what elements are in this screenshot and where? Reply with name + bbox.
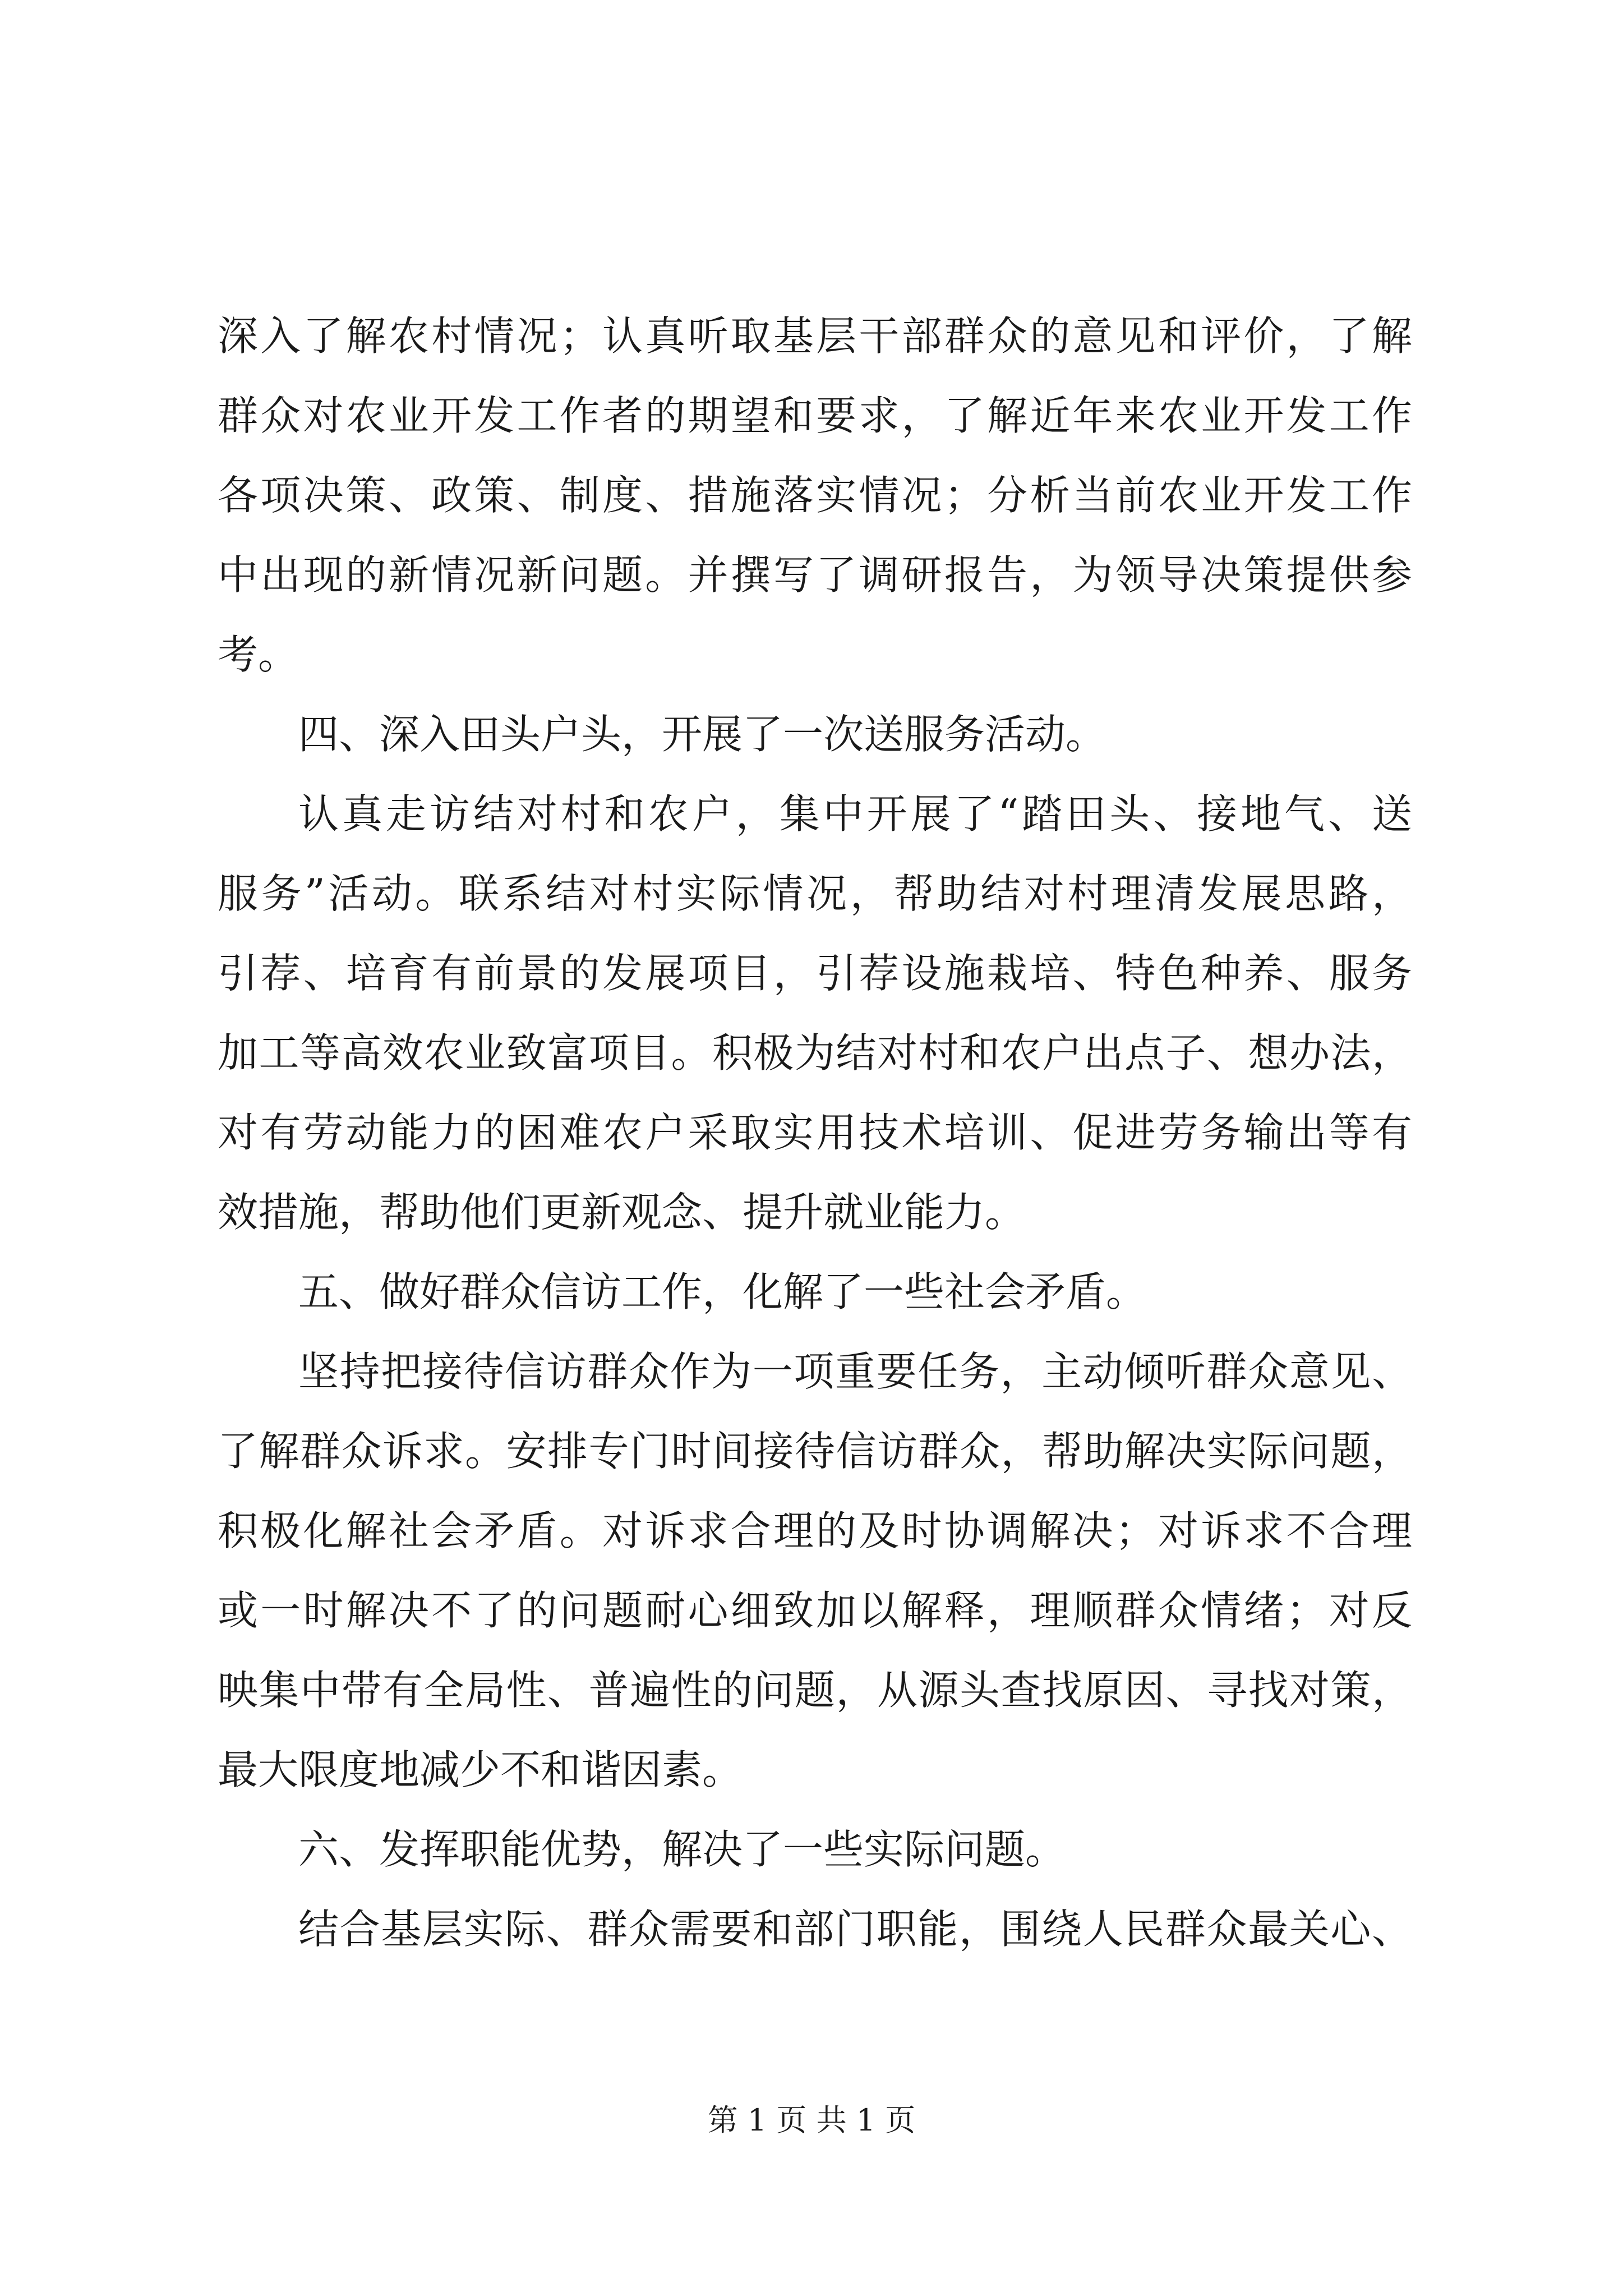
text-line: 最大限度地减少不和谐因素。 <box>218 1746 743 1793</box>
text-line: 服务”活动。联系结对村实际情况，帮助结对村理清发展思路， <box>218 870 1412 917</box>
text-line: 认真走访结对村和农户，集中开展了“踏田头、接地气、送 <box>298 790 1412 838</box>
text-line: 群众对农业开发工作者的期望和要求，了解近年来农业开发工作 <box>218 392 1412 439</box>
text-line: 结合基层实际、群众需要和部门职能，围绕人民群众最关心、 <box>298 1906 1412 1953</box>
text-line: 引荐、培育有前景的发展项目，引荐设施栽培、特色种养、服务 <box>218 950 1412 997</box>
text-line: 映集中带有全局性、普遍性的问题，从源头查找原因、寻找对策， <box>218 1667 1412 1714</box>
page-footer: 第 1 页 共 1 页 <box>707 2102 916 2138</box>
text-line: 对有劳动能力的困难农户采取实用技术培训、促进劳务输出等有 <box>218 1109 1412 1156</box>
text-line: 坚持把接待信访群众作为一项重要任务，主动倾听群众意见、 <box>298 1348 1412 1395</box>
text-line: 了解群众诉求。安排专门时间接待信访群众，帮助解决实际问题， <box>218 1428 1412 1475</box>
text-line: 各项决策、政策、制度、措施落实情况；分析当前农业开发工作 <box>218 472 1412 519</box>
text-line: 加工等高效农业致富项目。积极为结对村和农户出点子、想办法， <box>218 1029 1412 1076</box>
text-line: 深入了解农村情况；认真听取基层干部群众的意见和评价，了解 <box>218 312 1412 360</box>
text-line: 考。 <box>218 631 299 678</box>
text-line: 中出现的新情况新问题。并撰写了调研报告，为领导决策提供参 <box>218 551 1412 599</box>
text-line: 积极化解社会矛盾。对诉求合理的及时协调解决；对诉求不合理 <box>218 1507 1412 1554</box>
text-line: 四、深入田头户头，开展了一次送服务活动。 <box>298 711 1106 758</box>
text-line: 或一时解决不了的问题耐心细致加以解释，理顺群众情绪；对反 <box>218 1587 1412 1634</box>
text-line: 六、发挥职能优势，解决了一些实际问题。 <box>298 1826 1066 1873</box>
text-line: 效措施，帮助他们更新观念、提升就业能力。 <box>218 1189 1026 1236</box>
text-line: 五、做好群众信访工作，化解了一些社会矛盾。 <box>298 1268 1147 1315</box>
document-body <box>218 296 1412 1969</box>
